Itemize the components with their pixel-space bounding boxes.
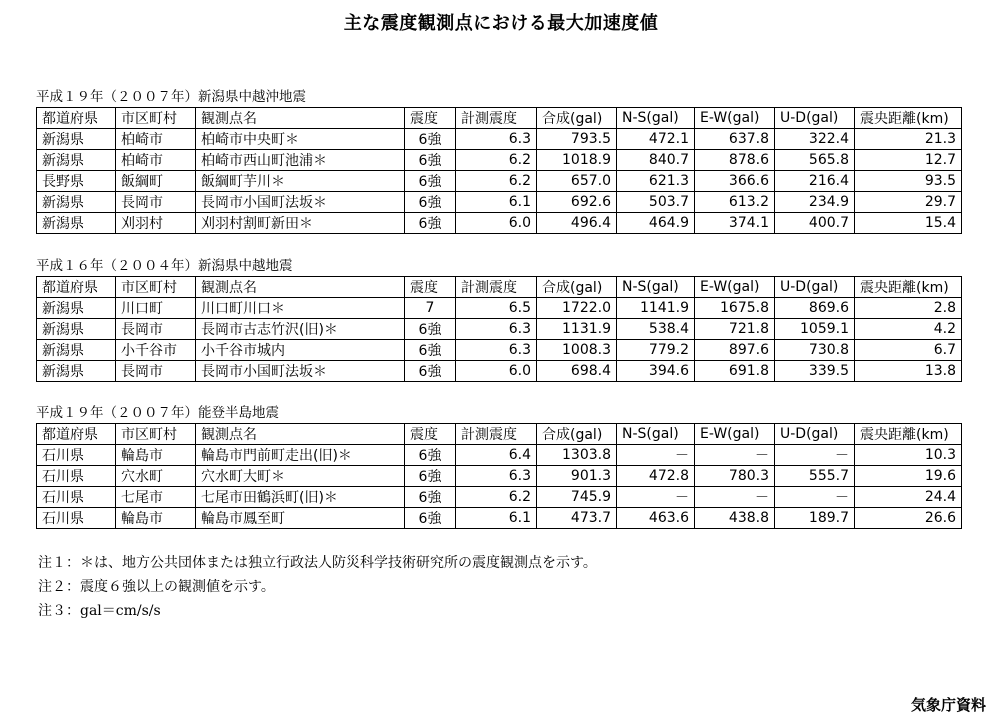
cell-ew: 897.6 xyxy=(695,340,775,361)
acceleration-table xyxy=(36,276,962,382)
cell-composite: 1303.8 xyxy=(537,445,617,466)
column-header-ns: N-S(gal) xyxy=(617,424,695,445)
cell-ud: 555.7 xyxy=(775,466,855,487)
cell-distance: 4.2 xyxy=(855,319,962,340)
section-chuetsu-oki-2007 xyxy=(36,89,962,234)
column-header-composite: 合成(gal) xyxy=(537,424,617,445)
cell-station: 穴水町大町＊ xyxy=(196,466,405,487)
cell-ew: 374.1 xyxy=(695,213,775,234)
table-row xyxy=(37,361,962,382)
cell-municipality: 長岡市 xyxy=(116,192,196,213)
cell-municipality: 長岡市 xyxy=(116,319,196,340)
cell-prefecture: 新潟県 xyxy=(37,340,116,361)
column-header-measured-intensity: 計測震度 xyxy=(456,108,537,129)
cell-ew: 438.8 xyxy=(695,508,775,529)
column-header-intensity: 震度 xyxy=(405,108,456,129)
column-header-station: 観測点名 xyxy=(196,108,405,129)
section-noto-2007 xyxy=(36,405,962,529)
column-header-measured-intensity: 計測震度 xyxy=(456,424,537,445)
cell-ew: － xyxy=(695,487,775,508)
cell-composite: 473.7 xyxy=(537,508,617,529)
column-header-intensity: 震度 xyxy=(405,424,456,445)
cell-ns: 1141.9 xyxy=(617,298,695,319)
cell-ns: － xyxy=(617,487,695,508)
cell-ud: 234.9 xyxy=(775,192,855,213)
table-row xyxy=(37,171,962,192)
cell-ns: 538.4 xyxy=(617,319,695,340)
cell-intensity: 6強 xyxy=(405,192,456,213)
cell-ew: 1675.8 xyxy=(695,298,775,319)
cell-municipality: 飯綱町 xyxy=(116,171,196,192)
cell-municipality: 輪島市 xyxy=(116,445,196,466)
table-row xyxy=(37,298,962,319)
cell-distance: 21.3 xyxy=(855,129,962,150)
cell-intensity: 6強 xyxy=(405,129,456,150)
table-row xyxy=(37,150,962,171)
cell-station: 輪島市鳳至町 xyxy=(196,508,405,529)
source-label: 気象庁資料 xyxy=(910,696,986,714)
cell-ns: 463.6 xyxy=(617,508,695,529)
column-header-municipality: 市区町村 xyxy=(116,424,196,445)
column-header-ns: N-S(gal) xyxy=(617,277,695,298)
column-header-intensity: 震度 xyxy=(405,277,456,298)
cell-intensity: 6強 xyxy=(405,466,456,487)
cell-ud: － xyxy=(775,487,855,508)
column-header-station: 観測点名 xyxy=(196,424,405,445)
cell-measured-intensity: 6.0 xyxy=(456,213,537,234)
column-header-ud: U-D(gal) xyxy=(775,108,855,129)
cell-intensity: 6強 xyxy=(405,487,456,508)
cell-intensity: 7 xyxy=(405,298,456,319)
cell-prefecture: 新潟県 xyxy=(37,361,116,382)
cell-composite: 496.4 xyxy=(537,213,617,234)
cell-measured-intensity: 6.2 xyxy=(456,171,537,192)
table-header-row xyxy=(37,108,962,129)
cell-ns: 840.7 xyxy=(617,150,695,171)
cell-ud: 322.4 xyxy=(775,129,855,150)
table-row xyxy=(37,508,962,529)
table-header-row xyxy=(37,424,962,445)
note-2: 注２：震度６強以上の観測値を示す。 xyxy=(38,579,275,595)
cell-intensity: 6強 xyxy=(405,445,456,466)
cell-ew: 366.6 xyxy=(695,171,775,192)
cell-ew: － xyxy=(695,445,775,466)
cell-distance: 15.4 xyxy=(855,213,962,234)
cell-station: 飯綱町芋川＊ xyxy=(196,171,405,192)
cell-composite: 1722.0 xyxy=(537,298,617,319)
column-header-ns: N-S(gal) xyxy=(617,108,695,129)
cell-municipality: 小千谷市 xyxy=(116,340,196,361)
column-header-distance: 震央距離(km) xyxy=(855,424,962,445)
table-row xyxy=(37,213,962,234)
cell-distance: 13.8 xyxy=(855,361,962,382)
cell-distance: 10.3 xyxy=(855,445,962,466)
cell-ew: 691.8 xyxy=(695,361,775,382)
cell-prefecture: 新潟県 xyxy=(37,213,116,234)
cell-measured-intensity: 6.3 xyxy=(456,340,537,361)
cell-ns: 472.1 xyxy=(617,129,695,150)
cell-intensity: 6強 xyxy=(405,171,456,192)
cell-prefecture: 石川県 xyxy=(37,508,116,529)
acceleration-table xyxy=(36,423,962,529)
cell-municipality: 柏崎市 xyxy=(116,129,196,150)
cell-composite: 1018.9 xyxy=(537,150,617,171)
cell-distance: 93.5 xyxy=(855,171,962,192)
table-row xyxy=(37,466,962,487)
cell-municipality: 輪島市 xyxy=(116,508,196,529)
cell-ud: 1059.1 xyxy=(775,319,855,340)
column-header-ud: U-D(gal) xyxy=(775,277,855,298)
cell-distance: 2.8 xyxy=(855,298,962,319)
cell-composite: 657.0 xyxy=(537,171,617,192)
cell-station: 七尾市田鶴浜町(旧)＊ xyxy=(196,487,405,508)
cell-measured-intensity: 6.0 xyxy=(456,361,537,382)
cell-prefecture: 石川県 xyxy=(37,466,116,487)
cell-measured-intensity: 6.2 xyxy=(456,487,537,508)
column-header-station: 観測点名 xyxy=(196,277,405,298)
cell-ew: 637.8 xyxy=(695,129,775,150)
cell-municipality: 七尾市 xyxy=(116,487,196,508)
cell-composite: 698.4 xyxy=(537,361,617,382)
column-header-prefecture: 都道府県 xyxy=(37,424,116,445)
cell-ud: 189.7 xyxy=(775,508,855,529)
table-row xyxy=(37,192,962,213)
notes xyxy=(38,551,597,623)
column-header-prefecture: 都道府県 xyxy=(37,277,116,298)
cell-ew: 613.2 xyxy=(695,192,775,213)
cell-distance: 12.7 xyxy=(855,150,962,171)
section-caption: 平成１６年（２００４年）新潟県中越地震 xyxy=(36,258,293,274)
cell-municipality: 川口町 xyxy=(116,298,196,319)
column-header-measured-intensity: 計測震度 xyxy=(456,277,537,298)
cell-distance: 26.6 xyxy=(855,508,962,529)
table-row xyxy=(37,487,962,508)
cell-measured-intensity: 6.3 xyxy=(456,466,537,487)
cell-ns: 472.8 xyxy=(617,466,695,487)
cell-composite: 1131.9 xyxy=(537,319,617,340)
cell-measured-intensity: 6.3 xyxy=(456,129,537,150)
column-header-municipality: 市区町村 xyxy=(116,277,196,298)
cell-ud: － xyxy=(775,445,855,466)
column-header-ew: E-W(gal) xyxy=(695,108,775,129)
acceleration-table xyxy=(36,107,962,234)
cell-ew: 780.3 xyxy=(695,466,775,487)
cell-intensity: 6強 xyxy=(405,340,456,361)
cell-prefecture: 石川県 xyxy=(37,445,116,466)
column-header-composite: 合成(gal) xyxy=(537,277,617,298)
cell-station: 長岡市古志竹沢(旧)＊ xyxy=(196,319,405,340)
cell-station: 長岡市小国町法坂＊ xyxy=(196,361,405,382)
column-header-distance: 震央距離(km) xyxy=(855,277,962,298)
cell-composite: 692.6 xyxy=(537,192,617,213)
cell-measured-intensity: 6.4 xyxy=(456,445,537,466)
cell-prefecture: 新潟県 xyxy=(37,192,116,213)
cell-ud: 400.7 xyxy=(775,213,855,234)
cell-intensity: 6強 xyxy=(405,319,456,340)
cell-prefecture: 新潟県 xyxy=(37,319,116,340)
cell-intensity: 6強 xyxy=(405,361,456,382)
cell-ew: 721.8 xyxy=(695,319,775,340)
column-header-ew: E-W(gal) xyxy=(695,277,775,298)
page-title: 主な震度観測点における最大加速度値 xyxy=(343,13,659,34)
cell-measured-intensity: 6.3 xyxy=(456,319,537,340)
note-3: 注３：gal＝cm/s/s xyxy=(38,603,161,619)
cell-distance: 24.4 xyxy=(855,487,962,508)
cell-station: 輪島市門前町走出(旧)＊ xyxy=(196,445,405,466)
cell-station: 長岡市小国町法坂＊ xyxy=(196,192,405,213)
cell-distance: 19.6 xyxy=(855,466,962,487)
cell-ns: 394.6 xyxy=(617,361,695,382)
cell-municipality: 刈羽村 xyxy=(116,213,196,234)
cell-composite: 901.3 xyxy=(537,466,617,487)
cell-prefecture: 新潟県 xyxy=(37,298,116,319)
cell-station: 刈羽村割町新田＊ xyxy=(196,213,405,234)
table-row xyxy=(37,129,962,150)
cell-intensity: 6強 xyxy=(405,150,456,171)
table-row xyxy=(37,319,962,340)
cell-ns: 621.3 xyxy=(617,171,695,192)
cell-distance: 29.7 xyxy=(855,192,962,213)
note-1: 注１：＊は、地方公共団体または独立行政法人防災科学技術研究所の震度観測点を示す。 xyxy=(38,555,597,571)
cell-station: 柏崎市中央町＊ xyxy=(196,129,405,150)
cell-ud: 869.6 xyxy=(775,298,855,319)
cell-ud: 216.4 xyxy=(775,171,855,192)
cell-measured-intensity: 6.2 xyxy=(456,150,537,171)
cell-station: 小千谷市城内 xyxy=(196,340,405,361)
cell-intensity: 6強 xyxy=(405,508,456,529)
table-row xyxy=(37,340,962,361)
cell-ud: 339.5 xyxy=(775,361,855,382)
cell-ns: － xyxy=(617,445,695,466)
cell-station: 柏崎市西山町池浦＊ xyxy=(196,150,405,171)
table-row xyxy=(37,445,962,466)
cell-composite: 745.9 xyxy=(537,487,617,508)
cell-municipality: 穴水町 xyxy=(116,466,196,487)
column-header-ud: U-D(gal) xyxy=(775,424,855,445)
section-caption: 平成１９年（２００７年）能登半島地震 xyxy=(36,405,279,421)
cell-prefecture: 石川県 xyxy=(37,487,116,508)
cell-station: 川口町川口＊ xyxy=(196,298,405,319)
column-header-ew: E-W(gal) xyxy=(695,424,775,445)
cell-ns: 779.2 xyxy=(617,340,695,361)
section-caption: 平成１９年（２００７年）新潟県中越沖地震 xyxy=(36,89,306,105)
column-header-composite: 合成(gal) xyxy=(537,108,617,129)
table-header-row xyxy=(37,277,962,298)
cell-prefecture: 新潟県 xyxy=(37,129,116,150)
cell-composite: 1008.3 xyxy=(537,340,617,361)
column-header-distance: 震央距離(km) xyxy=(855,108,962,129)
cell-municipality: 柏崎市 xyxy=(116,150,196,171)
section-chuetsu-2004 xyxy=(36,258,962,382)
cell-ud: 565.8 xyxy=(775,150,855,171)
cell-measured-intensity: 6.1 xyxy=(456,192,537,213)
cell-ns: 503.7 xyxy=(617,192,695,213)
cell-intensity: 6強 xyxy=(405,213,456,234)
cell-distance: 6.7 xyxy=(855,340,962,361)
cell-measured-intensity: 6.1 xyxy=(456,508,537,529)
cell-measured-intensity: 6.5 xyxy=(456,298,537,319)
cell-ns: 464.9 xyxy=(617,213,695,234)
cell-prefecture: 新潟県 xyxy=(37,150,116,171)
cell-ud: 730.8 xyxy=(775,340,855,361)
cell-municipality: 長岡市 xyxy=(116,361,196,382)
column-header-prefecture: 都道府県 xyxy=(37,108,116,129)
cell-composite: 793.5 xyxy=(537,129,617,150)
cell-ew: 878.6 xyxy=(695,150,775,171)
column-header-municipality: 市区町村 xyxy=(116,108,196,129)
cell-prefecture: 長野県 xyxy=(37,171,116,192)
